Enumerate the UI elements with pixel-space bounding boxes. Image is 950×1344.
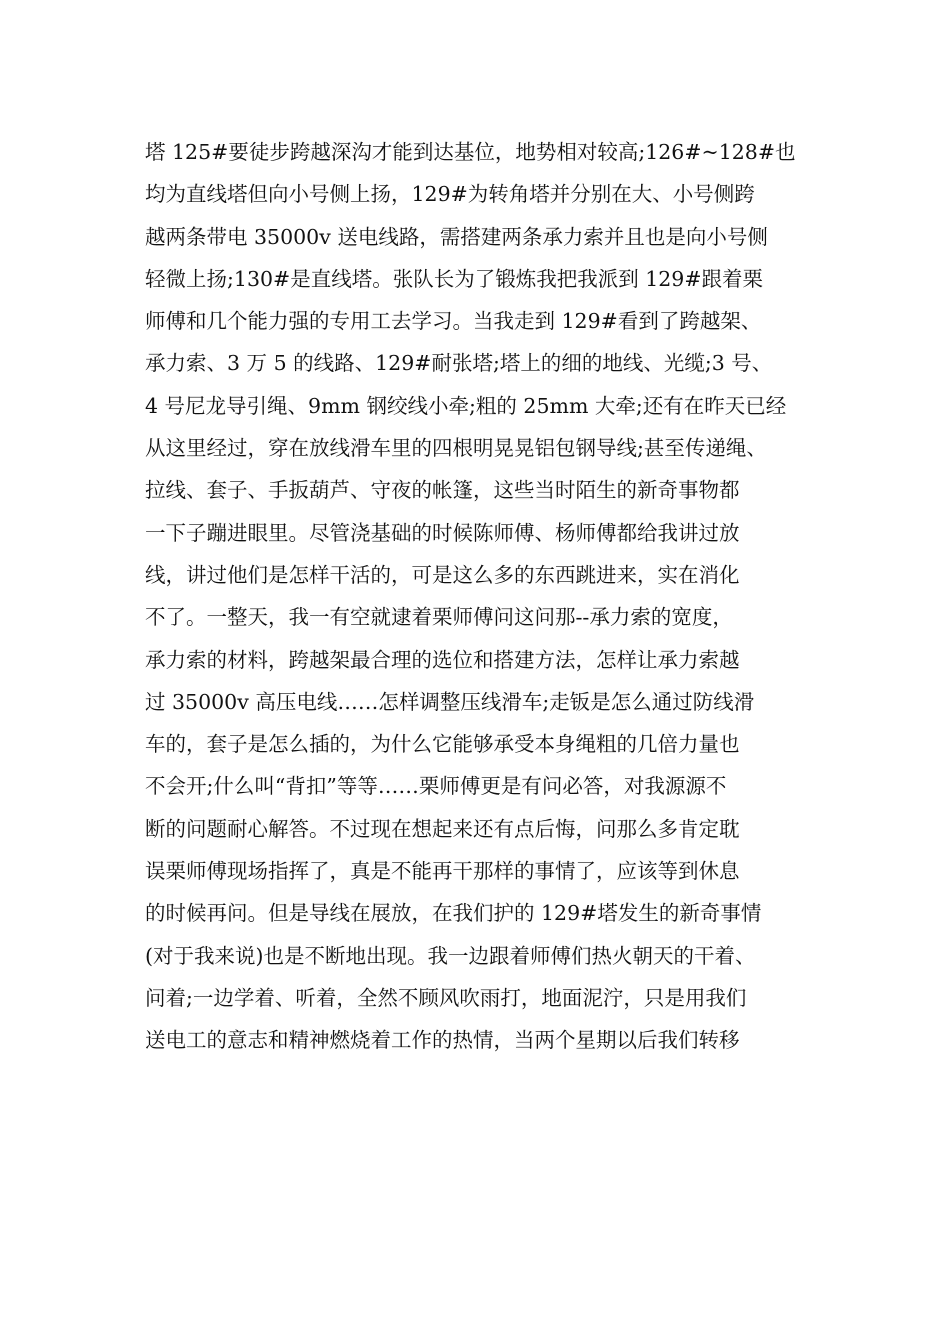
text-line: 4 号尼龙导引绳、9mm 钢绞线小牵;粗的 25mm 大牵;还有在昨天已经 (145, 393, 787, 418)
text-line: 过 35000v 高压电线……怎样调整压线滑车;走钣是怎么通过防线滑 (145, 689, 755, 714)
text-line: 不了。一整天，我一有空就逮着栗师傅问这问那--承力索的宽度， (145, 605, 733, 630)
text-line: 不会开;什么叫“背扣”等等……栗师傅更是有问必答，对我源源不 (145, 774, 727, 799)
text-line: 拉线、套子、手扳葫芦、守夜的帐篷，这些当时陌生的新奇事物都 (145, 478, 740, 503)
text-line: 线，讲过他们是怎样干活的，可是这么多的东西跳进来，实在消化 (145, 562, 740, 587)
text-line: 一下子蹦进眼里。尽管浇基础的时候陈师傅、杨师傅都给我讲过放 (145, 520, 740, 545)
text-line: 轻微上扬;130#是直线塔。张队长为了锻炼我把我派到 129#跟着栗 (145, 266, 764, 291)
text-line: 承力索、3 万 5 的线路、129#耐张塔;塔上的细的地线、光缆;3 号、 (145, 351, 773, 376)
text-line: 越两条带电 35000v 送电线路，需搭建两条承力索并且也是向小号侧 (145, 224, 768, 249)
text-line: 塔 125#要徒步跨越深沟才能到达基位，地势相对较高;126#~128#也 (145, 140, 796, 164)
text-line: 师傅和几个能力强的专用工去学习。当我走到 129#看到了跨越架、 (145, 309, 762, 334)
text-line: 误栗师傅现场指挥了，真是不能再干那样的事情了，应该等到休息 (145, 859, 740, 884)
text-line: 均为直线塔但向小号侧上扬，129#为转角塔并分别在大、小号侧跨 (145, 182, 755, 207)
text-line: 断的问题耐心解答。不过现在想起来还有点后悔，问那么多肯定耽 (145, 816, 740, 841)
text-line: 问着;一边学着、听着，全然不顾风吹雨打，地面泥泞，只是用我们 (145, 985, 747, 1010)
text-line: 的时候再问。但是导线在展放，在我们护的 129#塔发生的新奇事情 (145, 901, 762, 926)
text-line: 送电工的意志和精神燃烧着工作的热情，当两个星期以后我们转移 (145, 1028, 740, 1053)
text-line: 车的，套子是怎么插的，为什么它能够承受本身绳粗的几倍力量也 (145, 732, 740, 757)
text-line: 从这里经过，穿在放线滑车里的四根明晃晃铝包钢导线;甚至传递绳、 (145, 436, 767, 461)
text-line: 承力索的材料，跨越架最合理的选位和搭建方法，怎样让承力索越 (145, 647, 740, 672)
text-line: (对于我来说)也是不断地出现。我一边跟着师傅们热火朝天的干着、 (145, 943, 756, 968)
body-text (145, 131, 825, 1062)
